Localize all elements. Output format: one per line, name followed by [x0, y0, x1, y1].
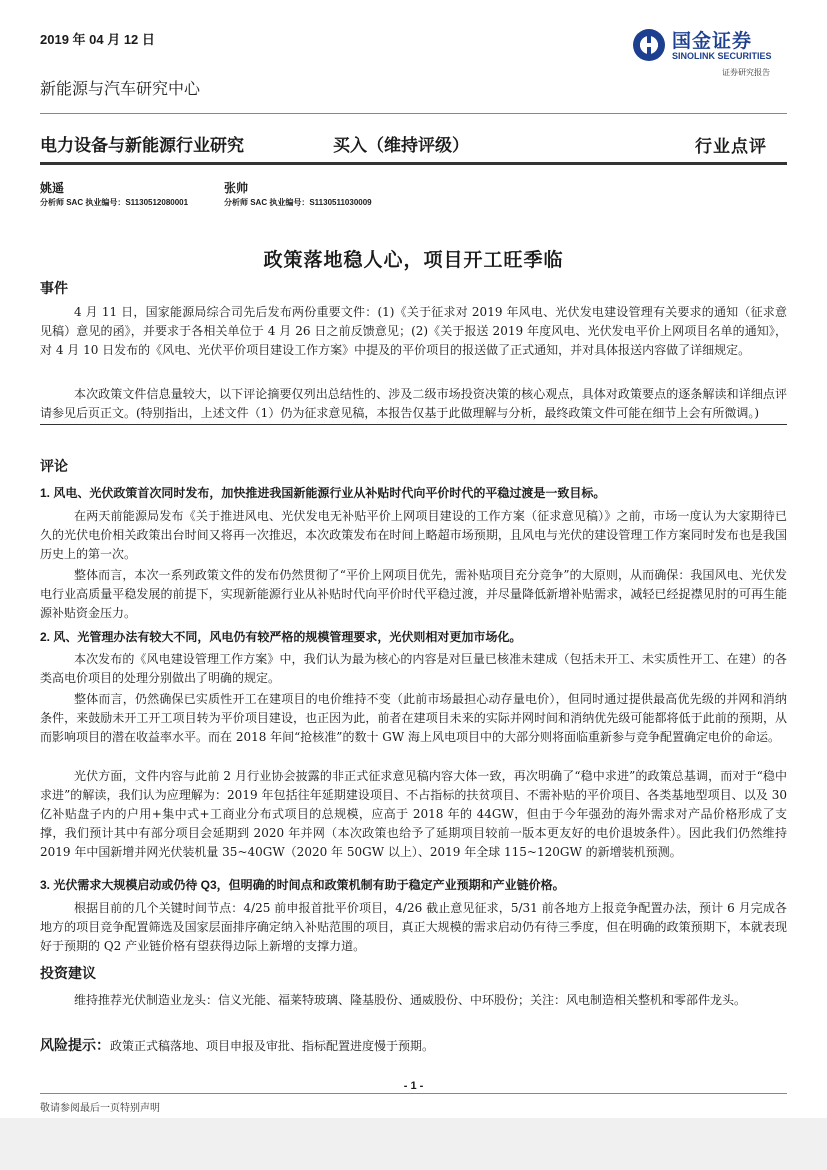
report-title: 政策落地稳人心，项目开工旺季临 — [263, 249, 564, 271]
research-center: 新能源与汽车研究中心 — [40, 79, 201, 98]
logo-chinese-name: 国金证券 — [672, 31, 753, 52]
logo-english-name: SINOLINK SECURITIES — [672, 51, 772, 61]
sinolink-logo-icon — [632, 28, 666, 62]
invest-paragraph: 维持推荐光伏制造业龙头：信义光能、福莱特玻璃、隆基股份、通威股份、中环股份；关注：风电制造相关整机和零部件龙头。 — [74, 993, 747, 1007]
report-date: 2019 年 04 月 12 日 — [40, 32, 155, 47]
analyst-name-2: 张帅 — [224, 181, 249, 195]
section-heading-comment: 评论 — [40, 459, 68, 475]
company-logo — [632, 26, 792, 78]
comment-item-2-paragraph-1: 本次发布的《风电建设管理工作方案》中，我们认为最为核心的内容是对巨量已核准未建成（包括未开工、未实质性开工、在建）的各类高电价项目的处理分别做出了明确的规定。 — [40, 652, 787, 685]
report-type: 行业点评 — [695, 137, 767, 157]
comment-item-2-title: 2. 风、光管理办法有较大不同，风电仍有较严格的规模管理要求，光伏则相对更加市场化。 — [40, 630, 522, 644]
footer-divider — [40, 1093, 787, 1094]
section-heading-invest: 投资建议 — [40, 966, 96, 982]
bottom-margin-band — [0, 1118, 827, 1170]
industry-title: 电力设备与新能源行业研究 — [40, 136, 244, 155]
comment-item-3-paragraph-1: 根据目前的几个关键时间节点：4/25 前申报首批平价项目，4/26 截止意见征求，5/31 前各地方上报竞争配置办法，预计 6 月完成各地方的项目竞争配置筛选及国家层面排序确定纳入补贴范围的项目，真正大规模的需求启动仍有待三季度，但在明确的政策预期下，本就表现好于预期的 Q2 产业链价格有望获得边际上新增的支撑力道。 — [40, 901, 787, 953]
comment-item-2-paragraph-3: 光伏方面，文件内容与此前 2 月行业协会披露的非正式征求意见稿内容大体一致，再次明确了“稳中求进”的政策总基调，而对于“稳中求进”的解读，我们认为应理解为：2019 年包括往年延期建设项目、不占指标的扶贫项目、不需补贴的平价项目、各类基地型项目、以及 30 亿补贴盘子内的户用+集中式+工商业分布式项目的总规模，应高于 2018 年的 44GW，但由于今年强劲的海外需求对产品价格形成了支撑，我们预计其中有部分项目会延期到 2020 年并网（本次政策也给予了延期项目较前一版本更友好的电价退坡条件）。因此我们仍然维持 2019 年中国新增并网光伏装机量 35~40GW（2020 年 50GW 以上）、2019 年全球 115~120GW 的新增装机预测。 — [40, 769, 787, 859]
comment-item-1-paragraph-1: 在两天前能源局发布《关于推进风电、光伏发电无补贴平价上网项目建设的工作方案（征求意见稿）》之前，市场一度认为大家期待已久的光伏电价相关政策出台时间又将再一次推迟，本次政策发布在时间上略超市场预期，且风电与光伏的建设管理工作方案同时发布也是我国历史上的第一次。 — [40, 509, 787, 561]
logo-subtitle: 证券研究报告 — [722, 68, 770, 77]
section-heading-event: 事件 — [40, 281, 68, 297]
comment-item-1-title: 1. 风电、光伏政策首次同时发布，加快推进我国新能源行业从补贴时代向平价时代的平稳过渡是一致目标。 — [40, 486, 606, 500]
header-divider — [40, 113, 787, 114]
event-paragraph-1: 4 月 11 日，国家能源局综合司先后发布两份重要文件：(1)《关于征求对 2019 年风电、光伏发电建设管理有关要求的通知（征求意见稿）意见的函》，并要求于各相关单位于 4 月 26 日之前反馈意见；(2)《关于报送 2019 年度风电、光伏发电平价上网项目名单的通知》，对 4 月 10 日发布的《风电、光伏平价项目建设工作方案》中提及的平价项目的报送做了正式通知，并对具体报送内容做了详细规定。 — [40, 305, 787, 357]
footer-disclaimer: 敬请参阅最后一页特别声明 — [40, 1103, 160, 1114]
comment-item-2-paragraph-2: 整体而言，仍然确保已实质性开工在建项目的电价维持不变（此前市场最担心动存量电价），但同时通过提供最高优先级的并网和消纳条件，来鼓励未开工开工项目转为平价项目建设，也正因为此，前者在建项目未来的实际并网时间和消纳优先级可能都将低于此前的预期，从而影响项目的潜在收益率水平。而在 2018 年间“抢核准”的数十 GW 海上风电项目中的大部分则将面临重新参与竞争配置确定电价的命运。 — [40, 692, 787, 744]
comment-item-3-title: 3. 光伏需求大规模启动或仍待 Q3，但明确的时间点和政策机制有助于稳定产业预期和产业链价格。 — [40, 878, 565, 892]
risk-warning — [40, 1035, 434, 1055]
risk-label: 风险提示： — [40, 1037, 110, 1053]
analyst-id-2: 分析师 SAC 执业编号：S1130511030009 — [224, 198, 372, 207]
event-paragraph-2: 本次政策文件信息量较大，以下评论摘要仅列出总结性的、涉及二级市场投资决策的核心观点，具体对政策要点的逐条解读和详细点评请参见后页正文。(特别指出，上述文件（1）仍为征求意见稿，本报告仅基于此做理解与分析，最终政策文件可能在细节上会有所微调。) — [40, 385, 787, 425]
analyst-name-1: 姚遥 — [40, 181, 65, 195]
page-number: - 1 - — [403, 1080, 424, 1092]
risk-text: 政策正式稿落地、项目申报及审批、指标配置进度慢于预期。 — [110, 1039, 435, 1053]
rating-label: 买入（维持评级） — [333, 136, 469, 155]
comment-item-1-paragraph-2: 整体而言，本次一系列政策文件的发布仍然贯彻了“平价上网项目优先，需补贴项目充分竞争”的大原则，从而确保：我国风电、光伏发电行业高质量平稳发展的前提下，实现新能源行业从补贴时代向平价时代平稳过渡，并尽量降低新增补贴需求，减轻已经捉襟见肘的可再生能源补贴资金压力。 — [40, 568, 787, 620]
analyst-id-1: 分析师 SAC 执业编号：S1130512080001 — [40, 198, 189, 207]
title-divider — [40, 162, 787, 165]
